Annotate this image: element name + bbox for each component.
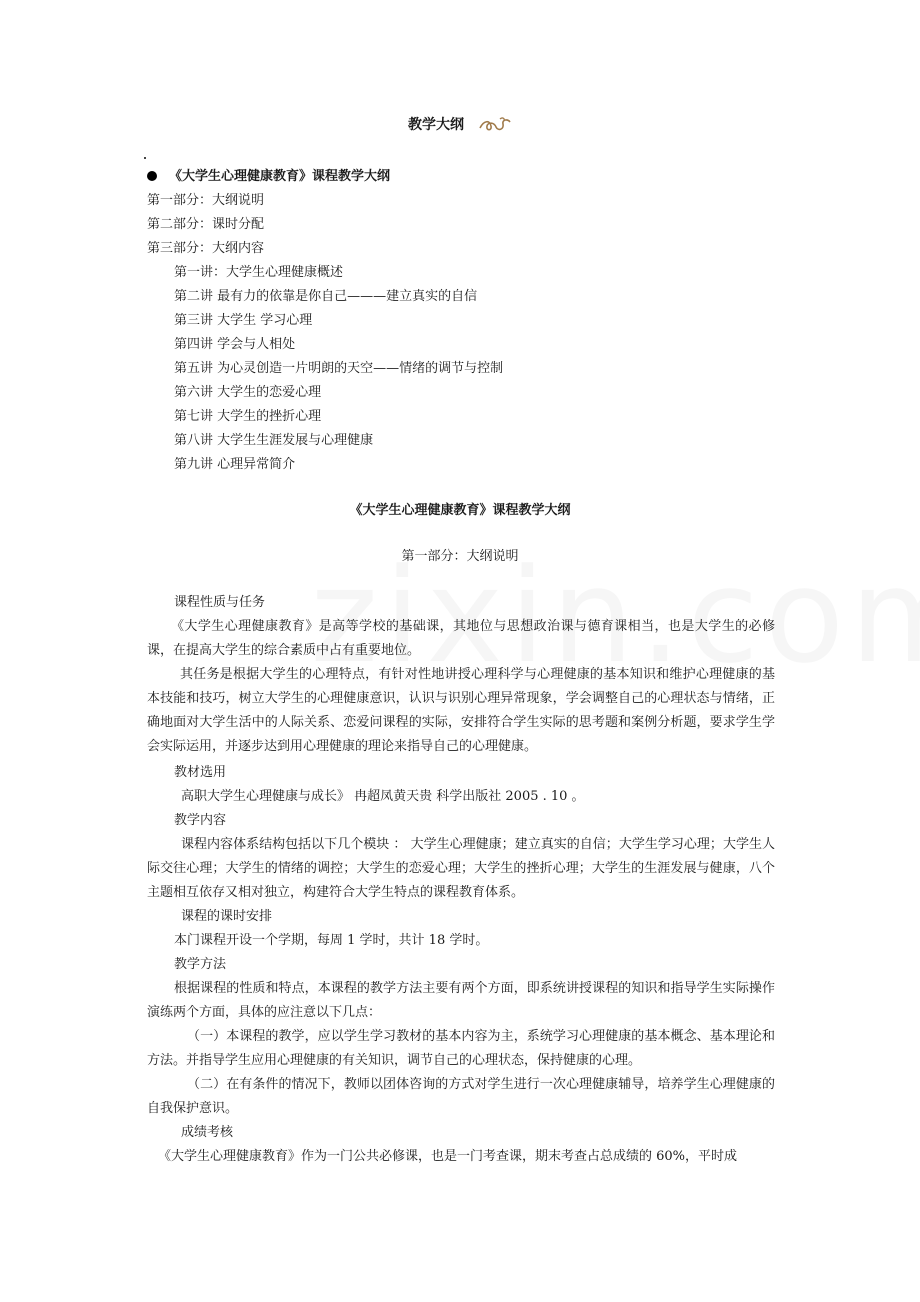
- section-heading-method: 教学方法: [174, 957, 227, 972]
- paragraph-method-2: （二）在有条件的情况下，教师以团体咨询的方式对学生进行一次心理健康辅导，培养学生心理健康的自我保护意识。: [147, 1077, 775, 1116]
- stray-mark: [144, 157, 146, 159]
- toc-lecture-5: 第五讲 为心灵创造一片明朗的天空——情绪的调节与控制: [174, 361, 504, 376]
- paragraph-nature-1: 《大学生心理健康教育》是高等学校的基础课，其地位与思想政治课与德育课相当，也是大学生的必修课，在提高大学生的综合素质中占有重要地位。: [147, 619, 775, 658]
- textbook-line: 高职大学生心理健康与成长》 冉超凤黄天贵 科学出版社 2005 . 10 。: [181, 789, 585, 804]
- toc-lecture-1: 第一讲：大学生心理健康概述: [174, 265, 344, 280]
- section-heading-textbook: 教材选用: [174, 765, 227, 780]
- section-heading-schedule: 课程的课时安排: [181, 909, 273, 924]
- page-title-text: 教学大纲: [408, 117, 464, 133]
- paragraph-method-1: （一）本课程的教学，应以学生学习教材的基本内容为主，系统学习心理健康的基本概念、基本理论和方法。并指导学生应用心理健康的有关知识，调节自己的心理状态，保持健康的心理。: [147, 1029, 775, 1068]
- toc-lecture-7: 第七讲 大学生的挫折心理: [174, 409, 322, 424]
- section-heading-nature: 课程性质与任务: [174, 595, 266, 610]
- bullet-icon: [147, 171, 157, 181]
- toc-part-1: 第一部分：大纲说明: [147, 193, 265, 208]
- toc-bullet-title-text: 《大学生心理健康教育》课程教学大纲: [169, 169, 391, 184]
- toc-part-3: 第三部分：大纲内容: [147, 241, 265, 256]
- toc-lecture-2: 第二讲 最有力的依靠是你自己———建立真实的自信: [174, 289, 478, 304]
- toc-part-2: 第二部分：课时分配: [147, 217, 265, 232]
- paragraph-content: 课程内容体系结构包括以下几个模块 ： 大学生心理健康；建立真实的自信；大学生学习心理；大学生人际交往心理；大学生的情绪的调控；大学生的恋爱心理；大学生的挫折心理；大学生的生涯发展与健康，八个 主题相互依存又相对独立，构建符合大学生特点的课程教育体系。: [147, 837, 775, 900]
- section-heading-content: 教学内容: [174, 813, 227, 828]
- page-title: [0, 116, 920, 134]
- toc-lecture-9: 第九讲 心理异常简介: [174, 457, 296, 472]
- toc-lecture-6: 第六讲 大学生的恋爱心理: [174, 385, 322, 400]
- paragraph-nature-2: 其任务是根据大学生的心理特点，有针对性地讲授心理科学与心理健康的基本知识和维护心理健康的基本技能和技巧，树立大学生的心理健康意识，认识与识别心理异常现象，学会调整自己的心理状态与情绪，正确地面对大学生活中的人际关系、恋爱问课程的实际，安排符合学生实际的思考题和案例分析题，要求学生学会实际运用，并逐步达到用心理健康的理论来指导自己的心理健康。: [147, 667, 775, 754]
- toc-lecture-8: 第八讲 大学生生涯发展与心理健康: [174, 433, 374, 448]
- toc-bullet-title: [147, 169, 390, 185]
- ornament-icon: [478, 116, 512, 134]
- main-title: 《大学生心理健康教育》课程教学大纲: [349, 503, 571, 518]
- grade-line: 《大学生心理健康教育》作为一门公共必修课，也是一门考查课，期末考查占总成绩的 60%，平时成: [158, 1149, 738, 1164]
- toc-lecture-3: 第三讲 大学生 学习心理: [174, 313, 313, 328]
- part-title: 第一部分：大纲说明: [401, 549, 519, 564]
- schedule-line: 本门课程开设一个学期，每周 1 学时，共计 18 学时。: [174, 933, 489, 948]
- toc-lecture-4: 第四讲 学会与人相处: [174, 337, 296, 352]
- section-heading-grade: 成绩考核: [181, 1125, 234, 1140]
- paragraph-method: 根据课程的性质和特点，本课程的教学方法主要有两个方面，即系统讲授课程的知识和指导学生实际操作演练两个方面，具体的应注意以下几点：: [147, 981, 775, 1020]
